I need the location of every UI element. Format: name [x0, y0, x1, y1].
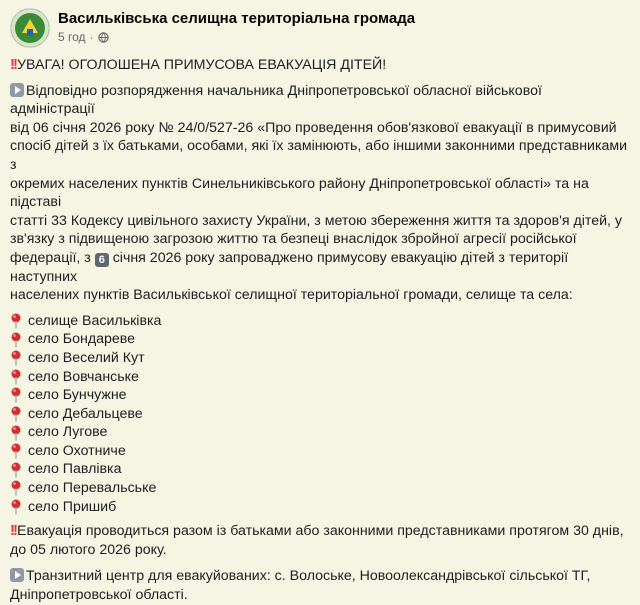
transit-line-2: Дніпропетровської області. — [10, 587, 188, 604]
intro-line-4: окремих населених пунктів Синельниківського району Дніпропетровської області» та на підставі — [10, 175, 589, 211]
round-pushpin-icon — [10, 425, 22, 441]
settlement-name: село Павлівка — [28, 461, 122, 478]
alert-title-text: УВАГА! ОГОЛОШЕНА ПРИМУСОВА ЕВАКУАЦІЯ ДІТЕЙ! — [17, 57, 387, 73]
play-button-icon — [10, 83, 24, 97]
round-pushpin-icon — [10, 499, 22, 515]
play-button-icon — [10, 568, 24, 582]
double-exclamation-icon: !! — [10, 56, 16, 73]
page-avatar[interactable] — [10, 8, 50, 48]
intro-paragraph — [10, 82, 628, 305]
post-body — [10, 56, 628, 605]
transit-paragraph — [10, 567, 628, 604]
list-item — [10, 479, 628, 498]
intro-line-8: населених пунктів Васильківської селищної територіальної громади, селище та села: — [10, 287, 573, 304]
intro-line-3: спосіб дітей з їх батьками, особами, які їх замінюють, або іншими законними представниками з — [10, 138, 628, 173]
alert-title — [10, 56, 628, 75]
list-item — [10, 423, 628, 442]
transit-line-1: Транзитний центр для евакуйованих: с. Волоське, Новоолександрівської сільської ТГ, — [26, 568, 591, 585]
settlement-list — [10, 312, 628, 517]
meta-separator: · — [89, 30, 94, 44]
round-pushpin-icon — [10, 313, 22, 329]
round-pushpin-icon — [10, 350, 22, 366]
round-pushpin-icon — [10, 332, 22, 348]
globe-icon[interactable] — [98, 32, 109, 43]
page-name-link[interactable]: Васильківська селищна територіальна громада — [58, 10, 416, 27]
intro-line-6: зв'язку з підвищеною загрозою життю та безпеці внаслідок збройної агресії російської — [10, 231, 577, 248]
settlement-name: село Вовчанське — [28, 368, 139, 385]
list-item — [10, 368, 628, 387]
list-item — [10, 330, 628, 349]
list-item — [10, 405, 628, 424]
list-item — [10, 442, 628, 461]
intro-line-7a: федерації, з — [10, 249, 95, 266]
list-item — [10, 460, 628, 479]
settlement-name: село Пришиб — [28, 498, 117, 515]
double-exclamation-icon: !! — [10, 522, 16, 540]
settlement-name: селище Васильківка — [28, 312, 162, 329]
community-emblem-icon — [11, 9, 49, 47]
round-pushpin-icon — [10, 480, 22, 496]
settlement-name: село Охотниче — [28, 442, 126, 459]
list-item — [10, 312, 628, 331]
list-item — [10, 386, 628, 405]
intro-line-5: статті 33 Кодексу цивільного захисту України, з метою збереження життя та здоров'я дітей, у — [10, 212, 623, 229]
settlement-name: село Бунчужне — [28, 387, 127, 404]
round-pushpin-icon — [10, 462, 22, 478]
post-timestamp[interactable]: 5 год — [58, 30, 86, 44]
round-pushpin-icon — [10, 369, 22, 385]
intro-line-1: Відповідно розпорядження начальника Дніпропетровської обласної військової адміністрації — [10, 82, 542, 118]
intro-line-2: від 06 січня 2026 року № 24/0/527-26 «Про проведення обов'язкової евакуації в примусовий — [10, 119, 617, 136]
keycap-six-icon: 6 — [95, 253, 109, 267]
settlement-name: село Дебальцеве — [28, 405, 143, 422]
settlement-name: село Веселий Кут — [28, 349, 145, 366]
list-item — [10, 349, 628, 368]
round-pushpin-icon — [10, 387, 22, 403]
round-pushpin-icon — [10, 406, 22, 422]
list-item — [10, 498, 628, 517]
intro-line-7b: січня 2026 року запроваджено примусову евакуацію дітей з території наступних — [10, 249, 569, 285]
post-meta — [58, 30, 109, 44]
evacuation-paragraph — [10, 522, 628, 559]
evac-line-1: Евакуація проводиться разом із батьками або законними представниками протягом 30 днів, — [17, 523, 624, 540]
round-pushpin-icon — [10, 443, 22, 459]
settlement-name: село Перевальське — [28, 480, 157, 497]
evac-line-2: до 05 лютого 2026 року. — [10, 541, 167, 558]
settlement-name: село Лугове — [28, 424, 108, 441]
settlement-name: село Бондареве — [28, 331, 136, 348]
